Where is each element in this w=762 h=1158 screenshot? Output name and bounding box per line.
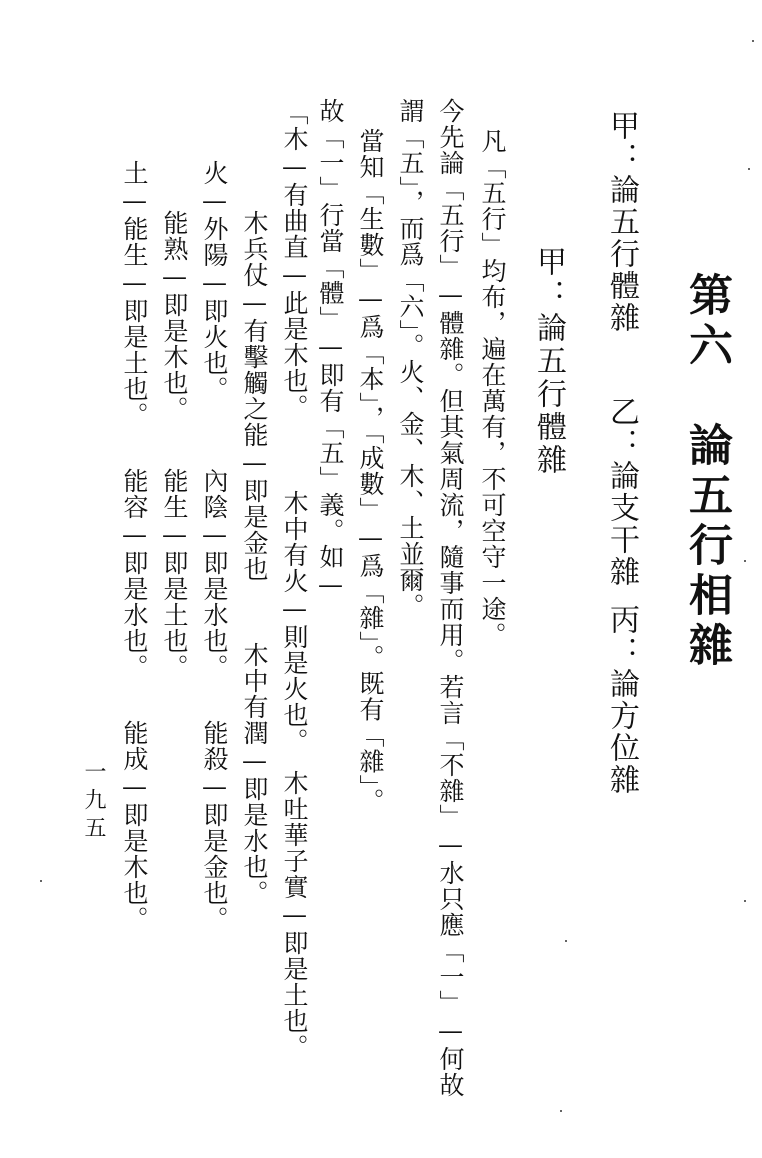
wood-line-2-segment-a: 木兵仗—有擊觸之能—即是金也: [240, 210, 269, 582]
earth-line-segment-a: 土—能生—即是土也。: [120, 160, 149, 428]
wood-line-2-segment-b: 木中有潤—即是水也。: [240, 642, 269, 906]
subtitle-part-3: 丙：論方位雜: [604, 604, 639, 796]
fire-line-segment-c: 能殺—即是金也。: [200, 720, 229, 932]
scan-speck: [565, 940, 567, 942]
scan-speck: [748, 168, 750, 170]
subtitle-part-1: 甲：論五行體雜: [604, 110, 639, 334]
paragraph-4: 故「一」行當「體」—即有「五」義。如—: [316, 98, 345, 600]
paragraph-2-line-2: 謂「五」，而爲「六」。火、金、木、土並爾。: [396, 98, 425, 619]
fire-line-2-segment-b: 能生—即是土也。: [160, 468, 189, 680]
earth-line-segment-b: 能容—即是水也。: [120, 468, 149, 680]
scan-speck: [560, 1110, 562, 1112]
paragraph-3: 當知「生數」—爲「本」，「成數」—爲「雜」。既有「雜」。: [356, 128, 385, 814]
earth-line-segment-c: 能成—即是木也。: [120, 720, 149, 932]
subtitle-part-2: 乙：論支干雜: [604, 396, 639, 588]
fire-line-segment-b: 內陰—即是水也。: [200, 468, 229, 680]
scan-speck: [744, 900, 746, 902]
paragraph-2-line-1: 今先論「五行」—體雜。但其氣周流，隨事而用。若言「不雜」—水只應「一」—何故: [436, 98, 465, 1098]
wood-line-segment-c: 木吐華子實—即是土也。: [280, 770, 309, 1060]
scan-speck: [40, 880, 42, 882]
wood-line-segment-b: 木中有火—則是火也。: [280, 490, 309, 754]
fire-line-2-segment-a: 能熟—即是木也。: [160, 210, 189, 422]
paragraph-1: 凡「五行」均布，遍在萬有，不可空守一途。: [478, 128, 507, 648]
scan-speck: [744, 560, 746, 562]
page-number: 一九五: [81, 760, 106, 844]
section-heading: 甲：論五行體雜: [531, 246, 566, 477]
wood-line-segment-a: 「木—有曲直—此是木也。: [280, 100, 309, 420]
chapter-title: 第六 論五行相雜: [681, 272, 732, 672]
fire-line-segment-a: 火—外陽—即火也。: [200, 160, 229, 402]
scan-speck: [752, 40, 754, 42]
